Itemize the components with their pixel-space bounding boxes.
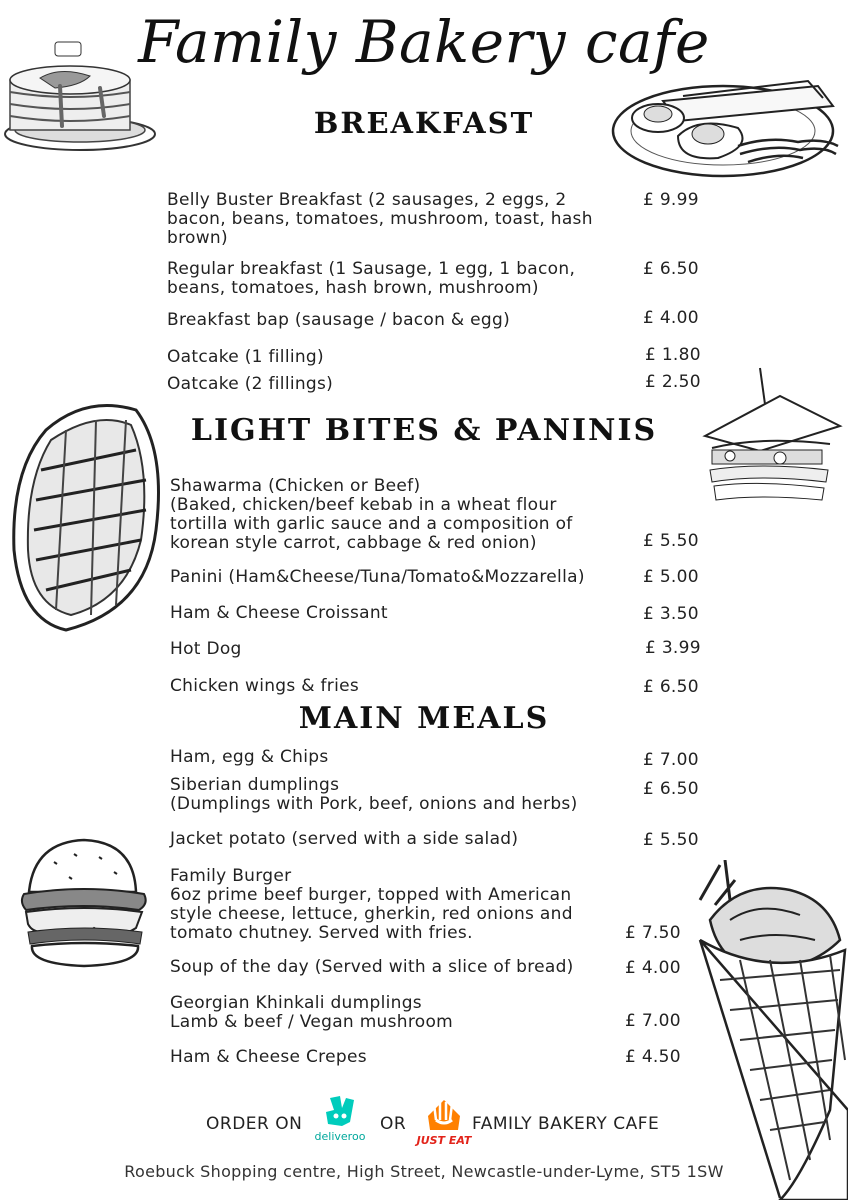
item-line: Hot Dog [170,639,242,659]
order-on-text: ORDER ON [206,1114,303,1134]
menu-item [170,776,578,814]
item-price: £ 1.80 [645,345,701,365]
item-line: Ham, egg & Chips [170,747,329,767]
item-price: £ 7.00 [643,750,699,770]
item-line: brown) [167,228,228,248]
deliveroo-logo-icon [312,1094,368,1128]
item-line: Jacket potato (served with a side salad) [170,829,519,849]
menu-item [167,348,324,367]
item-price: £ 9.99 [643,190,699,210]
section-heading-main-meals: MAIN MEALS [298,701,550,736]
item-price: £ 6.50 [643,259,699,279]
item-line: Family Burger [170,866,292,886]
item-price: £ 4.00 [625,958,681,978]
item-price: £ 3.50 [643,604,699,624]
item-line: Ham & Cheese Croissant [170,603,388,623]
menu-item [170,867,573,943]
item-line: 6oz prime beef burger, topped with American [170,885,572,905]
menu-item [170,604,388,623]
deliveroo-label: deliveroo [314,1130,366,1143]
item-line: style cheese, lettuce, gherkin, red onions and [170,904,573,924]
item-line: Panini (Ham&Cheese/Tuna/Tomato&Mozzarella) [170,567,585,587]
item-price: £ 6.50 [643,779,699,799]
item-line: Oatcake (1 filling) [167,347,324,367]
item-line: beans, tomatoes, hash brown, mushroom) [167,278,539,298]
item-line: bacon, beans, tomatoes, mushroom, toast, hash [167,209,593,229]
item-price: £ 5.50 [643,531,699,551]
menu-item [170,994,453,1032]
item-line: Georgian Khinkali dumplings [170,993,422,1013]
burger-illustration [14,832,160,972]
menu-item [170,677,359,696]
menu-title: Family Bakery cafe [138,8,710,76]
menu-item [170,477,573,553]
item-line: Ham & Cheese Crepes [170,1047,367,1067]
item-line: Oatcake (2 fillings) [167,374,334,394]
item-line: Soup of the day (Served with a slice of bread) [170,957,574,977]
menu-item [167,375,333,394]
item-line: tomato chutney. Served with fries. [170,923,473,943]
item-line: (Dumplings with Pork, beef, onions and herbs) [170,794,578,814]
item-price: £ 2.50 [645,372,701,392]
item-price: £ 5.00 [643,567,699,587]
item-line: Chicken wings & fries [170,676,360,696]
menu-item [167,311,510,330]
item-price: £ 7.00 [625,1011,681,1031]
menu-item [170,958,574,977]
item-line: Belly Buster Breakfast (2 sausages, 2 eggs, 2 [167,190,567,210]
menu-item [170,748,329,767]
menu-item [170,830,518,849]
item-price: £ 4.00 [643,308,699,328]
deliveroo-logo[interactable] [312,1094,368,1144]
menu-item [170,568,585,587]
item-line: korean style carrot, cabbage & red onion) [170,533,537,553]
item-price: £ 5.50 [643,830,699,850]
section-heading-breakfast: BREAKFAST [313,106,535,140]
item-line: Breakfast bap (sausage / bacon & egg) [167,310,511,330]
item-line: Regular breakfast (1 Sausage, 1 egg, 1 bacon, [167,259,576,279]
menu-item [170,640,242,659]
or-text: OR [380,1114,407,1134]
item-line: Shawarma (Chicken or Beef) [170,476,421,496]
shawarma-wrap-illustration [680,860,848,1200]
menu-item [167,191,593,248]
item-price: £ 7.50 [625,923,681,943]
justeat-label: JUST EAT [416,1134,472,1147]
shop-name-text: FAMILY BAKERY CAFE [472,1114,660,1134]
item-line: Lamb & beef / Vegan mushroom [170,1012,454,1032]
address: Roebuck Shopping centre, High Street, Newcastle-under-Lyme, ST5 1SW [124,1162,724,1181]
section-heading-light-bites: LIGHT BITES & PANINIS [190,413,658,448]
justeat-logo-icon [414,1092,474,1132]
menu-item [170,1048,367,1067]
menu-item [167,260,575,298]
item-line: (Baked, chicken/beef kebab in a wheat flour [170,495,557,515]
item-line: tortilla with garlic sauce and a composition of [170,514,573,534]
item-price: £ 6.50 [643,677,699,697]
item-price: £ 3.99 [645,638,701,658]
item-price: £ 4.50 [625,1047,681,1067]
item-line: Siberian dumplings [170,775,340,795]
justeat-logo[interactable] [414,1092,474,1152]
